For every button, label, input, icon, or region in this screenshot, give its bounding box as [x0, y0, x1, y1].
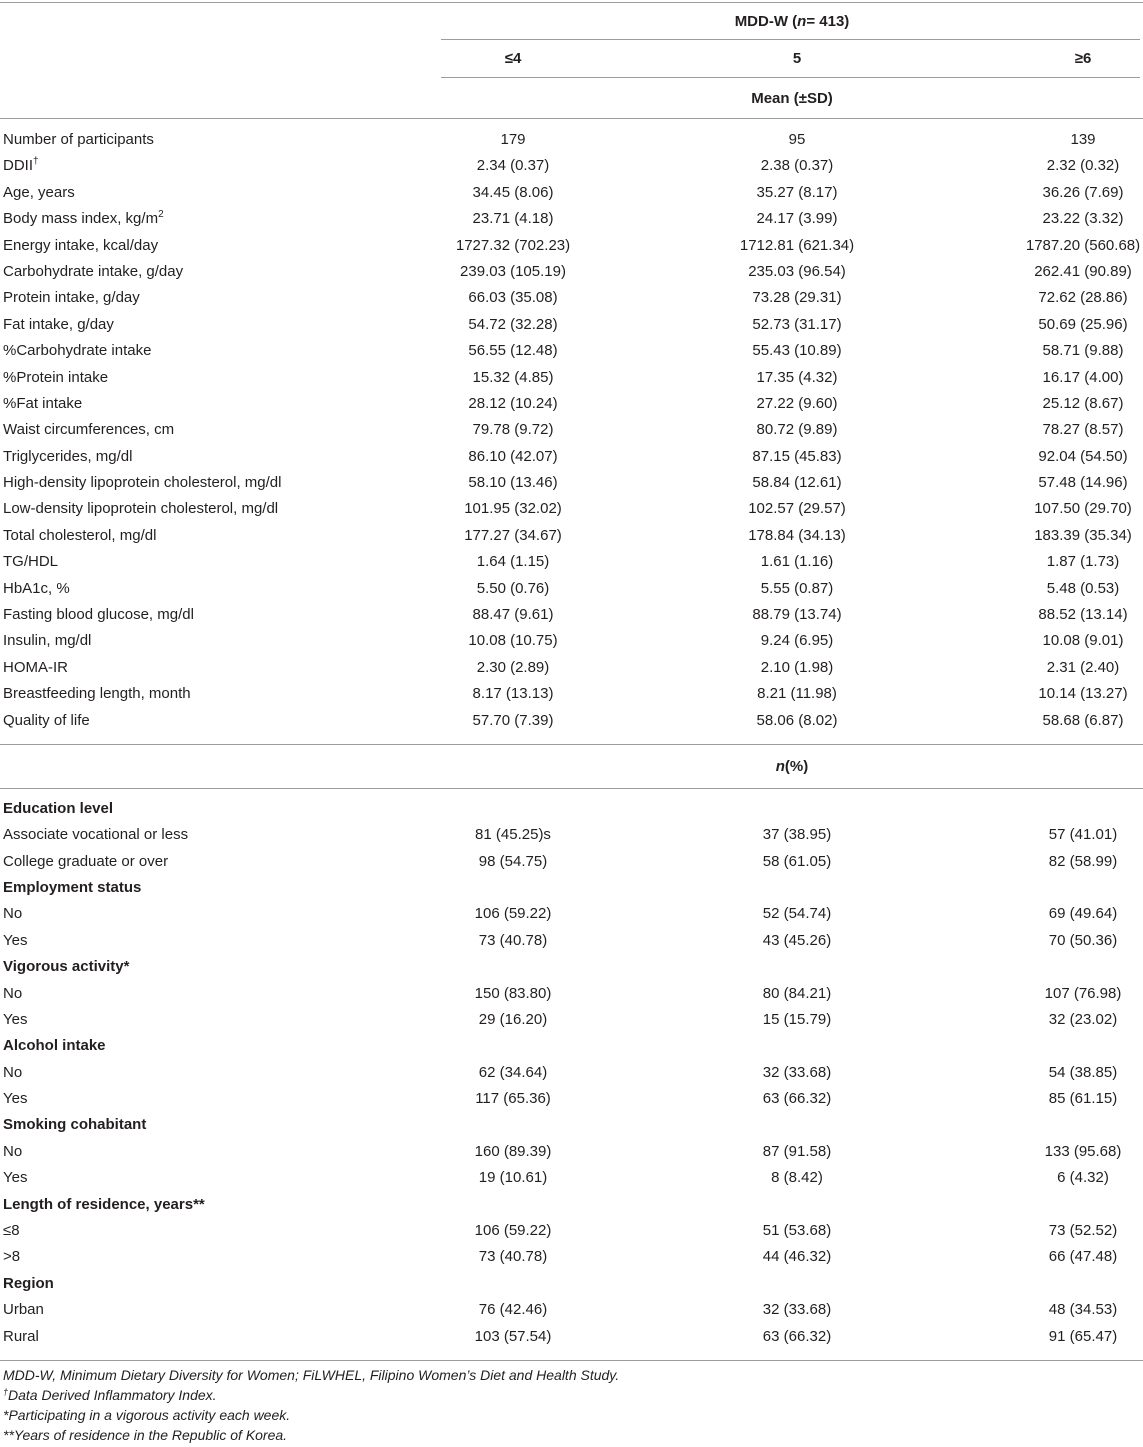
footnote-mark: †: [3, 1386, 9, 1397]
row-label-text: DDII: [3, 157, 33, 175]
table-row: [0, 1324, 1143, 1350]
row-label-text: Quality of life: [3, 711, 90, 729]
cell-value: 9.24 (6.95): [760, 632, 834, 650]
row-label: [3, 1139, 22, 1165]
cell-value: 34.45 (8.06): [472, 183, 554, 201]
row-label: [3, 849, 168, 875]
row-label-text: Urban: [3, 1301, 44, 1319]
cell-value: 117 (65.36): [475, 1090, 551, 1108]
group-header-row: [0, 3, 1143, 39]
row-label-text: Total cholesterol, mg/dl: [3, 526, 157, 544]
cell-value: 8.21 (11.98): [757, 685, 837, 703]
row-label-text: Yes: [3, 931, 28, 949]
row-label-text: No: [3, 905, 23, 923]
cell-value: 1.64 (1.15): [476, 553, 550, 571]
group-title: Education level: [3, 799, 114, 817]
group-title-row: [0, 1271, 1143, 1297]
table-row: [0, 576, 1143, 602]
cell-value: 10.08 (10.75): [468, 632, 558, 650]
row-label-mark: †: [33, 156, 39, 168]
continuous-section: [0, 127, 1143, 734]
cell-value: 95: [788, 131, 806, 148]
cell-value: 239.03 (105.19): [460, 262, 566, 280]
cell-value: 78.27 (8.57): [1042, 421, 1124, 439]
group-title: Length of residence, years**: [3, 1195, 205, 1213]
group-title-row: [0, 1112, 1143, 1138]
cell-value: 66.03 (35.08): [468, 289, 558, 307]
row-label: [3, 981, 22, 1007]
cell-value: 63 (66.32): [762, 1090, 832, 1108]
cell-value: 139: [1070, 131, 1096, 148]
cell-value: 262.41 (90.89): [1034, 262, 1132, 280]
row-label: [3, 1165, 27, 1191]
cell-value: 36.26 (7.69): [1042, 183, 1124, 201]
cell-value: 91 (65.47): [1048, 1327, 1118, 1345]
count-header-row: [0, 745, 1143, 788]
row-label-text: Waist circumferences, cm: [3, 421, 175, 439]
group-title-row: [0, 796, 1143, 822]
cell-value: 103 (57.54): [474, 1327, 552, 1345]
row-label: [3, 153, 39, 179]
table-row: [0, 1139, 1143, 1165]
cell-value: 19 (10.61): [478, 1169, 548, 1187]
cell-value: 88.52 (13.14): [1038, 606, 1128, 624]
column-header-row: [0, 40, 1143, 77]
row-label: [3, 312, 114, 338]
table-row: [0, 602, 1143, 628]
group-title: Employment status: [3, 878, 142, 896]
table-row: [0, 549, 1143, 575]
cell-value: 32 (23.02): [1048, 1010, 1118, 1028]
cell-value: 81 (45.25)s: [475, 826, 551, 844]
row-label: [3, 1324, 39, 1350]
cell-value: 80.72 (9.89): [756, 421, 838, 439]
row-label-text: Low-density lipoprotein cholesterol, mg/dl: [3, 500, 279, 518]
column-header: ≥6: [1074, 50, 1092, 67]
cell-value: 35.27 (8.17): [756, 183, 838, 201]
cell-value: 52 (54.74): [762, 905, 832, 923]
row-label: [3, 417, 174, 443]
row-label-text: Yes: [3, 1169, 28, 1187]
table-row: [0, 285, 1143, 311]
table-row: [0, 470, 1143, 496]
table-row: [0, 1086, 1143, 1112]
row-label-text: Fat intake, g/day: [3, 315, 114, 333]
cell-value: 106 (59.22): [474, 905, 552, 923]
footnote-text: Data Derived Inflammatory Index.: [8, 1386, 217, 1403]
table-row: [0, 628, 1143, 654]
row-label-text: Body mass index, kg/m: [3, 210, 159, 228]
table-row: [0, 681, 1143, 707]
row-label-text: TG/HDL: [3, 553, 59, 571]
cell-value: 80 (84.21): [762, 984, 832, 1002]
table-row: [0, 180, 1143, 206]
table-row: [0, 1060, 1143, 1086]
cell-value: 51 (53.68): [762, 1222, 832, 1240]
cell-value: 10.08 (9.01): [1042, 632, 1124, 650]
cell-value: 8.17 (13.13): [472, 685, 554, 703]
cell-value: 27.22 (9.60): [756, 394, 838, 412]
row-label-text: %Protein intake: [3, 368, 109, 386]
cell-value: 70 (50.36): [1048, 931, 1118, 949]
cell-value: 92.04 (54.50): [1038, 447, 1128, 465]
row-label-text: No: [3, 1063, 23, 1081]
cell-value: 56.55 (12.48): [468, 342, 558, 360]
cell-value: 1787.20 (560.68): [1025, 236, 1141, 254]
row-label: [3, 233, 158, 259]
cell-value: 87.15 (45.83): [752, 447, 842, 465]
cell-value: 58.68 (6.87): [1042, 711, 1124, 729]
row-label-text: >8: [3, 1248, 21, 1266]
row-label: [3, 822, 188, 848]
cell-value: 1712.81 (621.34): [739, 236, 855, 254]
cell-value: 24.17 (3.99): [756, 210, 838, 228]
group-title: Vigorous activity*: [3, 958, 130, 976]
group-title-row: [0, 875, 1143, 901]
table-row: [0, 901, 1143, 927]
cell-value: 1.87 (1.73): [1046, 553, 1120, 571]
cell-value: 32 (33.68): [762, 1063, 832, 1081]
cell-value: 29 (16.20): [478, 1010, 548, 1028]
cell-value: 25.12 (8.67): [1042, 394, 1124, 412]
footnote: [0, 1425, 1143, 1445]
cell-value: 66 (47.48): [1048, 1248, 1118, 1266]
cell-value: 87 (91.58): [762, 1142, 832, 1160]
cell-value: 107.50 (29.70): [1034, 500, 1132, 518]
table-row: [0, 153, 1143, 179]
row-label-text: Age, years: [3, 183, 75, 201]
count-header-n: n: [775, 757, 785, 775]
cell-value: 82 (58.99): [1048, 852, 1118, 870]
row-label-text: Rural: [3, 1327, 39, 1345]
row-label: [3, 1007, 27, 1033]
row-label: [3, 681, 191, 707]
row-label: [3, 1060, 22, 1086]
row-label-text: Yes: [3, 1010, 28, 1028]
cell-value: 183.39 (35.34): [1034, 526, 1132, 544]
cell-value: 48 (34.53): [1048, 1301, 1118, 1319]
cell-value: 55.43 (10.89): [752, 342, 842, 360]
table-row: [0, 1218, 1143, 1244]
cell-value: 16.17 (4.00): [1042, 368, 1124, 386]
cell-value: 73 (40.78): [478, 1248, 548, 1266]
cell-value: 72.62 (28.86): [1038, 289, 1128, 307]
cell-value: 15 (15.79): [762, 1010, 832, 1028]
row-label-text: Carbohydrate intake, g/day: [3, 262, 184, 280]
cell-value: 44 (46.32): [762, 1248, 832, 1266]
table-row: [0, 655, 1143, 681]
table-row: [0, 127, 1143, 153]
cell-value: 177.27 (34.67): [464, 526, 562, 544]
cell-value: 150 (83.80): [474, 984, 552, 1002]
row-label-text: Associate vocational or less: [3, 826, 189, 844]
row-label: [3, 549, 58, 575]
row-label: [3, 127, 154, 153]
count-header: [441, 745, 1143, 788]
group-header: [441, 3, 1143, 39]
row-label: [3, 1297, 44, 1323]
row-label-text: No: [3, 1142, 23, 1160]
table-row: [0, 206, 1143, 232]
row-label-text: HOMA-IR: [3, 658, 68, 676]
row-label-text: Energy intake, kcal/day: [3, 236, 159, 254]
group-title-row: [0, 1033, 1143, 1059]
cell-value: 32 (33.68): [762, 1301, 832, 1319]
cell-value: 2.38 (0.37): [760, 157, 834, 175]
cell-value: 98 (54.75): [478, 852, 548, 870]
row-label: [3, 391, 82, 417]
row-label: [3, 1086, 27, 1112]
cell-value: 58 (61.05): [762, 852, 832, 870]
cell-value: 37 (38.95): [762, 826, 832, 844]
row-label-text: Triglycerides, mg/dl: [3, 447, 133, 465]
table-row: [0, 928, 1143, 954]
table-row: [0, 391, 1143, 417]
row-label-text: High-density lipoprotein cholesterol, mg/dl: [3, 474, 282, 492]
row-label: [3, 444, 132, 470]
cell-value: 50.69 (25.96): [1038, 315, 1128, 333]
row-label-text: Protein intake, g/day: [3, 289, 140, 307]
table-row: [0, 496, 1143, 522]
cell-value: 107 (76.98): [1044, 984, 1122, 1002]
table-row: [0, 1244, 1143, 1270]
cell-value: 58.06 (8.02): [756, 711, 838, 729]
group-title-row: [0, 954, 1143, 980]
row-label: [3, 1244, 20, 1270]
row-label-text: %Fat intake: [3, 394, 83, 412]
cell-value: 235.03 (96.54): [748, 262, 846, 280]
row-label: [3, 655, 68, 681]
cell-value: 10.14 (13.27): [1038, 685, 1128, 703]
column-header: ≤4: [504, 50, 522, 67]
row-label: [3, 602, 194, 628]
cell-value: 88.47 (9.61): [472, 606, 554, 624]
cell-value: 17.35 (4.32): [756, 368, 838, 386]
footnote-text: *Participating in a vigorous activity each week.: [3, 1407, 291, 1424]
cell-value: 86.10 (42.07): [468, 447, 558, 465]
footnote: [0, 1385, 1143, 1405]
group-title: Region: [3, 1274, 54, 1292]
row-label-text: HbA1c, %: [3, 579, 70, 597]
row-label: [3, 259, 183, 285]
row-label: [3, 470, 281, 496]
row-label: [3, 928, 27, 954]
row-label-text: College graduate or over: [3, 852, 169, 870]
row-label-mark: 2: [158, 209, 164, 221]
footnote: [0, 1405, 1143, 1425]
row-label: [3, 338, 151, 364]
table-row: [0, 233, 1143, 259]
row-label: [3, 628, 91, 654]
mean-header-row: [0, 78, 1143, 118]
cell-value: 2.10 (1.98): [760, 658, 834, 676]
group-header-n: n: [797, 12, 807, 30]
cell-value: 88.79 (13.74): [752, 606, 842, 624]
cell-value: 63 (66.32): [762, 1327, 832, 1345]
group-header-prefix: MDD-W (: [734, 12, 798, 30]
categorical-section: [0, 796, 1143, 1350]
group-title: Alcohol intake: [3, 1037, 106, 1055]
cell-value: 178.84 (34.13): [748, 526, 846, 544]
cell-value: 57.48 (14.96): [1038, 474, 1128, 492]
cell-value: 23.22 (3.32): [1042, 210, 1124, 228]
footnotes: [0, 1361, 1143, 1446]
cell-value: 2.31 (2.40): [1046, 658, 1120, 676]
row-label: [3, 523, 156, 549]
row-label: [3, 1218, 20, 1244]
table-row: [0, 822, 1143, 848]
group-title: Smoking cohabitant: [3, 1116, 147, 1134]
row-label: [3, 708, 90, 734]
cell-value: 57.70 (7.39): [472, 711, 554, 729]
row-label: [3, 285, 140, 311]
table-row: [0, 1297, 1143, 1323]
footnote-text: **Years of residence in the Republic of Korea.: [3, 1427, 288, 1444]
cell-value: 2.30 (2.89): [476, 658, 550, 676]
footnote-text: MDD-W, Minimum Dietary Diversity for Women; FiLWHEL, Filipino Women’s Diet and Health Study.: [3, 1366, 620, 1383]
table-row: [0, 708, 1143, 734]
row-label-text: Yes: [3, 1090, 28, 1108]
cell-value: 85 (61.15): [1048, 1090, 1118, 1108]
cell-value: 79.78 (9.72): [472, 421, 554, 439]
row-label: [3, 180, 75, 206]
table-row: [0, 1165, 1143, 1191]
cell-value: 73 (52.52): [1048, 1222, 1118, 1240]
row-label: [3, 365, 108, 391]
cell-value: 160 (89.39): [474, 1142, 552, 1160]
cell-value: 15.32 (4.85): [472, 368, 554, 386]
column-header: 5: [792, 50, 802, 67]
table-row: [0, 523, 1143, 549]
table-row: [0, 417, 1143, 443]
cell-value: 6 (4.32): [1057, 1169, 1109, 1187]
cell-value: 76 (42.46): [478, 1301, 548, 1319]
cell-value: 73 (40.78): [478, 931, 548, 949]
table-row: [0, 259, 1143, 285]
table-row: [0, 338, 1143, 364]
row-label: [3, 206, 164, 232]
row-label-text: %Carbohydrate intake: [3, 342, 152, 360]
cell-value: 57 (41.01): [1048, 826, 1118, 844]
row-label: [3, 576, 70, 602]
cell-value: 62 (34.64): [478, 1063, 548, 1081]
cell-value: 106 (59.22): [474, 1222, 552, 1240]
cell-value: 58.10 (13.46): [468, 474, 558, 492]
row-label-text: Fasting blood glucose, mg/dl: [3, 606, 194, 624]
row-label-text: Number of participants: [3, 131, 154, 148]
cell-value: 5.50 (0.76): [476, 579, 550, 597]
cell-value: 58.84 (12.61): [752, 474, 842, 492]
row-label-text: No: [3, 984, 23, 1002]
cell-value: 5.55 (0.87): [760, 579, 834, 597]
table-row: [0, 849, 1143, 875]
table-row: [0, 981, 1143, 1007]
row-label: [3, 496, 278, 522]
cell-value: 73.28 (29.31): [752, 289, 842, 307]
mean-header: Mean (±SD): [751, 89, 833, 107]
cell-value: 1.61 (1.16): [760, 553, 834, 571]
cell-value: 28.12 (10.24): [468, 394, 558, 412]
cell-value: 133 (95.68): [1044, 1142, 1122, 1160]
cell-value: 8 (8.42): [771, 1169, 823, 1187]
row-label: [3, 901, 22, 927]
cell-value: 2.34 (0.37): [476, 157, 550, 175]
count-header-suffix: (%): [784, 757, 809, 775]
cell-value: 52.73 (31.17): [752, 315, 842, 333]
cell-value: 101.95 (32.02): [464, 500, 562, 518]
cell-value: 23.71 (4.18): [472, 210, 554, 228]
cell-value: 58.71 (9.88): [1042, 342, 1124, 360]
row-label-text: Breastfeeding length, month: [3, 685, 191, 703]
cell-value: 69 (49.64): [1048, 905, 1118, 923]
table-row: [0, 1007, 1143, 1033]
footnote: [0, 1365, 1143, 1385]
table-row: [0, 444, 1143, 470]
cell-value: 2.32 (0.32): [1046, 157, 1120, 175]
cell-value: 43 (45.26): [762, 931, 832, 949]
cell-value: 54.72 (32.28): [468, 315, 558, 333]
group-header-suffix: = 413): [806, 12, 850, 30]
table-row: [0, 365, 1143, 391]
row-label-text: Insulin, mg/dl: [3, 632, 92, 650]
cell-value: 1727.32 (702.23): [455, 236, 571, 254]
cell-value: 179: [500, 131, 526, 148]
cell-value: 5.48 (0.53): [1046, 579, 1120, 597]
table-row: [0, 312, 1143, 338]
cell-value: 54 (38.85): [1048, 1063, 1118, 1081]
cell-value: 102.57 (29.57): [748, 500, 846, 518]
group-title-row: [0, 1192, 1143, 1218]
row-label-text: ≤8: [3, 1222, 20, 1240]
